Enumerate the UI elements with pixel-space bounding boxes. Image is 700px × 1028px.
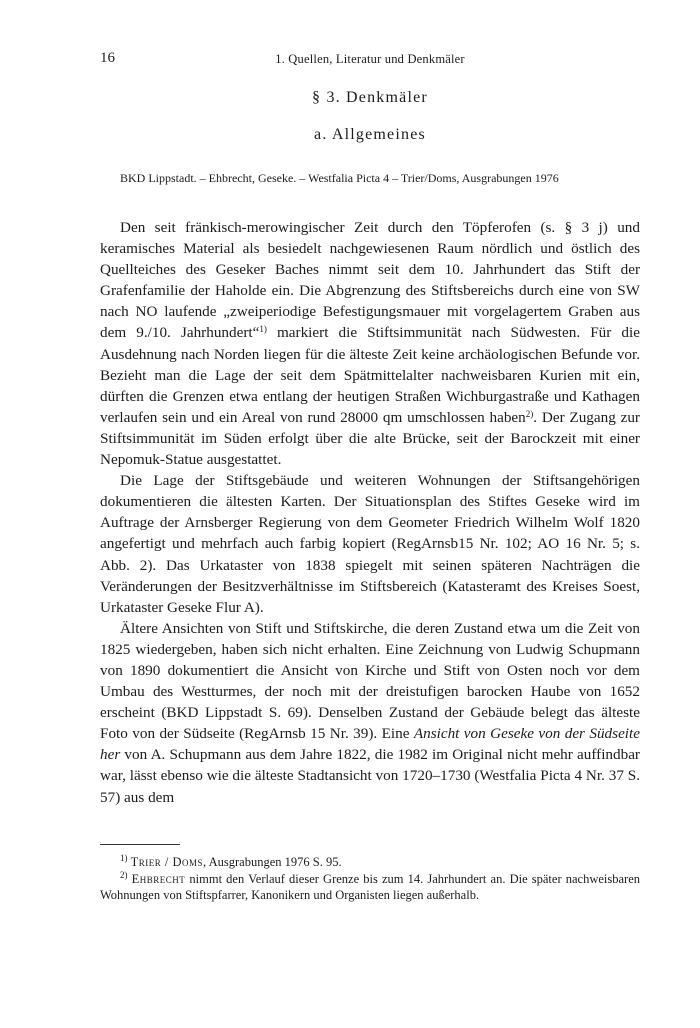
italic-title: Ansicht von Geseke von der Südseite her	[100, 725, 640, 764]
paragraph-text: Den seit fränkisch-merowingischer Zeit durch den Töpferofen (s. § 3 j) und keramisches Material als besiedelt nachgewiesenen Raum nördlich und östlich des Quellteiches des Geseker Baches nimmt seit dem 10. Jahrhundert das Stift der Grafenfamilie der Haholde ein. Die Abgrenzung des Stiftsbereichs durch eine von SW nach NO laufende „zweiperiodige Befestigungsmauer mit vorgelagertem Graben aus dem 9./10. Jahrhundert“	[100, 219, 640, 342]
paragraph	[100, 217, 640, 470]
running-title: 1. Quellen, Literatur und Denkmäler	[275, 52, 465, 66]
footnote	[100, 871, 640, 904]
paragraph	[100, 618, 640, 808]
footnote-ref: 2)	[525, 408, 534, 419]
footnote-text: , Ausgrabungen 1976 S. 95.	[203, 855, 342, 869]
footnote-marker: 2)	[120, 869, 128, 880]
footnote-author: Trier / Doms	[130, 855, 204, 869]
footnote-text: nimmt den Verlauf dieser Grenze bis zum 14. Jahrhundert an. Die später nachweisbaren Wohnungen von Stiftspfarrer, Kanonikern und Organisten liegen außerhalb.	[100, 871, 641, 902]
footnote	[100, 854, 640, 871]
body-text	[100, 217, 640, 808]
paragraph-text: Ältere Ansichten von Stift und Stiftskirche, die deren Zustand etwa um die Zeit von 1825 wiedergeben, haben sich nicht erhalten. Eine Zeichnung von Ludwig Schupmann von 1890 dokumentiert die Ansicht von Kirche und Stift von Osten noch vor dem Umbau des Westturmes, der noch mit der dreistufigen barocken Haube von 1652 erscheint (BKD Lippstadt S. 69). Denselben Zustand der Gebäude belegt das älteste Foto von der Südseite (RegArnsb 15 Nr. 39). Eine	[100, 619, 640, 743]
subsection-title: a. Allgemeines	[314, 126, 426, 143]
footnote-author: Ehbrecht	[131, 871, 186, 886]
paragraph: Die Lage der Stiftsgebäude und weiteren Wohnungen der Stiftsangehörigen dokumentieren die ältesten Karten. Der Situationsplan des Stiftes Geseke wird im Auftrage der Arnsberger Regierung von dem Geometer Friedrich Wilhelm Wolf 1820 angefertigt und mehrfach auch farbig kopiert (RegArnsb15 Nr. 102; AO 16 Nr. 5; s. Abb. 2). Das Urkataster von 1838 spiegelt mit seinen späteren Nachträgen die Veränderungen der Besitzverhältnisse im Stiftsbereich (Katasteramt des Kreises Soest, Urkataster Geseke Flur A).	[100, 472, 640, 616]
footnote-ref: 1)	[259, 324, 267, 335]
paragraph-text: markiert die Stiftsimmunität nach Südwesten. Für die Ausdehnung nach Norden liegen für die älteste Zeit keine archäologischen Befunde vor. Bezieht man die Lage der seit dem Spätmittelalter nachweisbaren Kurien mit ein, dürften die Grenzen etwa entlang der heutigen Straßen Wichburgastraße und Kathagen verlaufen sein und ein Areal von rund 28000 qm umschlossen haben	[100, 324, 640, 426]
page-number: 16	[100, 50, 115, 66]
section-title: § 3. Denkmäler	[312, 89, 428, 106]
paragraph-text: von A. Schupmann aus dem Jahre 1822, die 1982 im Original nicht mehr auffindbar war, lässt ebenso wie die älteste Stadtansicht von 1720–1730 (Westfalia Picta 4 Nr. 37 S. 57) aus dem	[100, 746, 640, 806]
footnote-marker: 1)	[120, 853, 128, 863]
running-head	[100, 50, 640, 70]
paragraph-text: . Der Zugang zur Stiftsimmunität im Süden erfolgt über die alte Brücke, seit der Barockzeit mit einer Nepomuk-Statue ausgestattet.	[100, 408, 640, 469]
bibliography-note: BKD Lippstadt. – Ehbrecht, Geseke. – Westfalia Picta 4 – Trier/Doms, Ausgrabungen 1976	[120, 171, 559, 185]
footnote-separator	[100, 844, 180, 845]
footnotes	[100, 854, 640, 904]
